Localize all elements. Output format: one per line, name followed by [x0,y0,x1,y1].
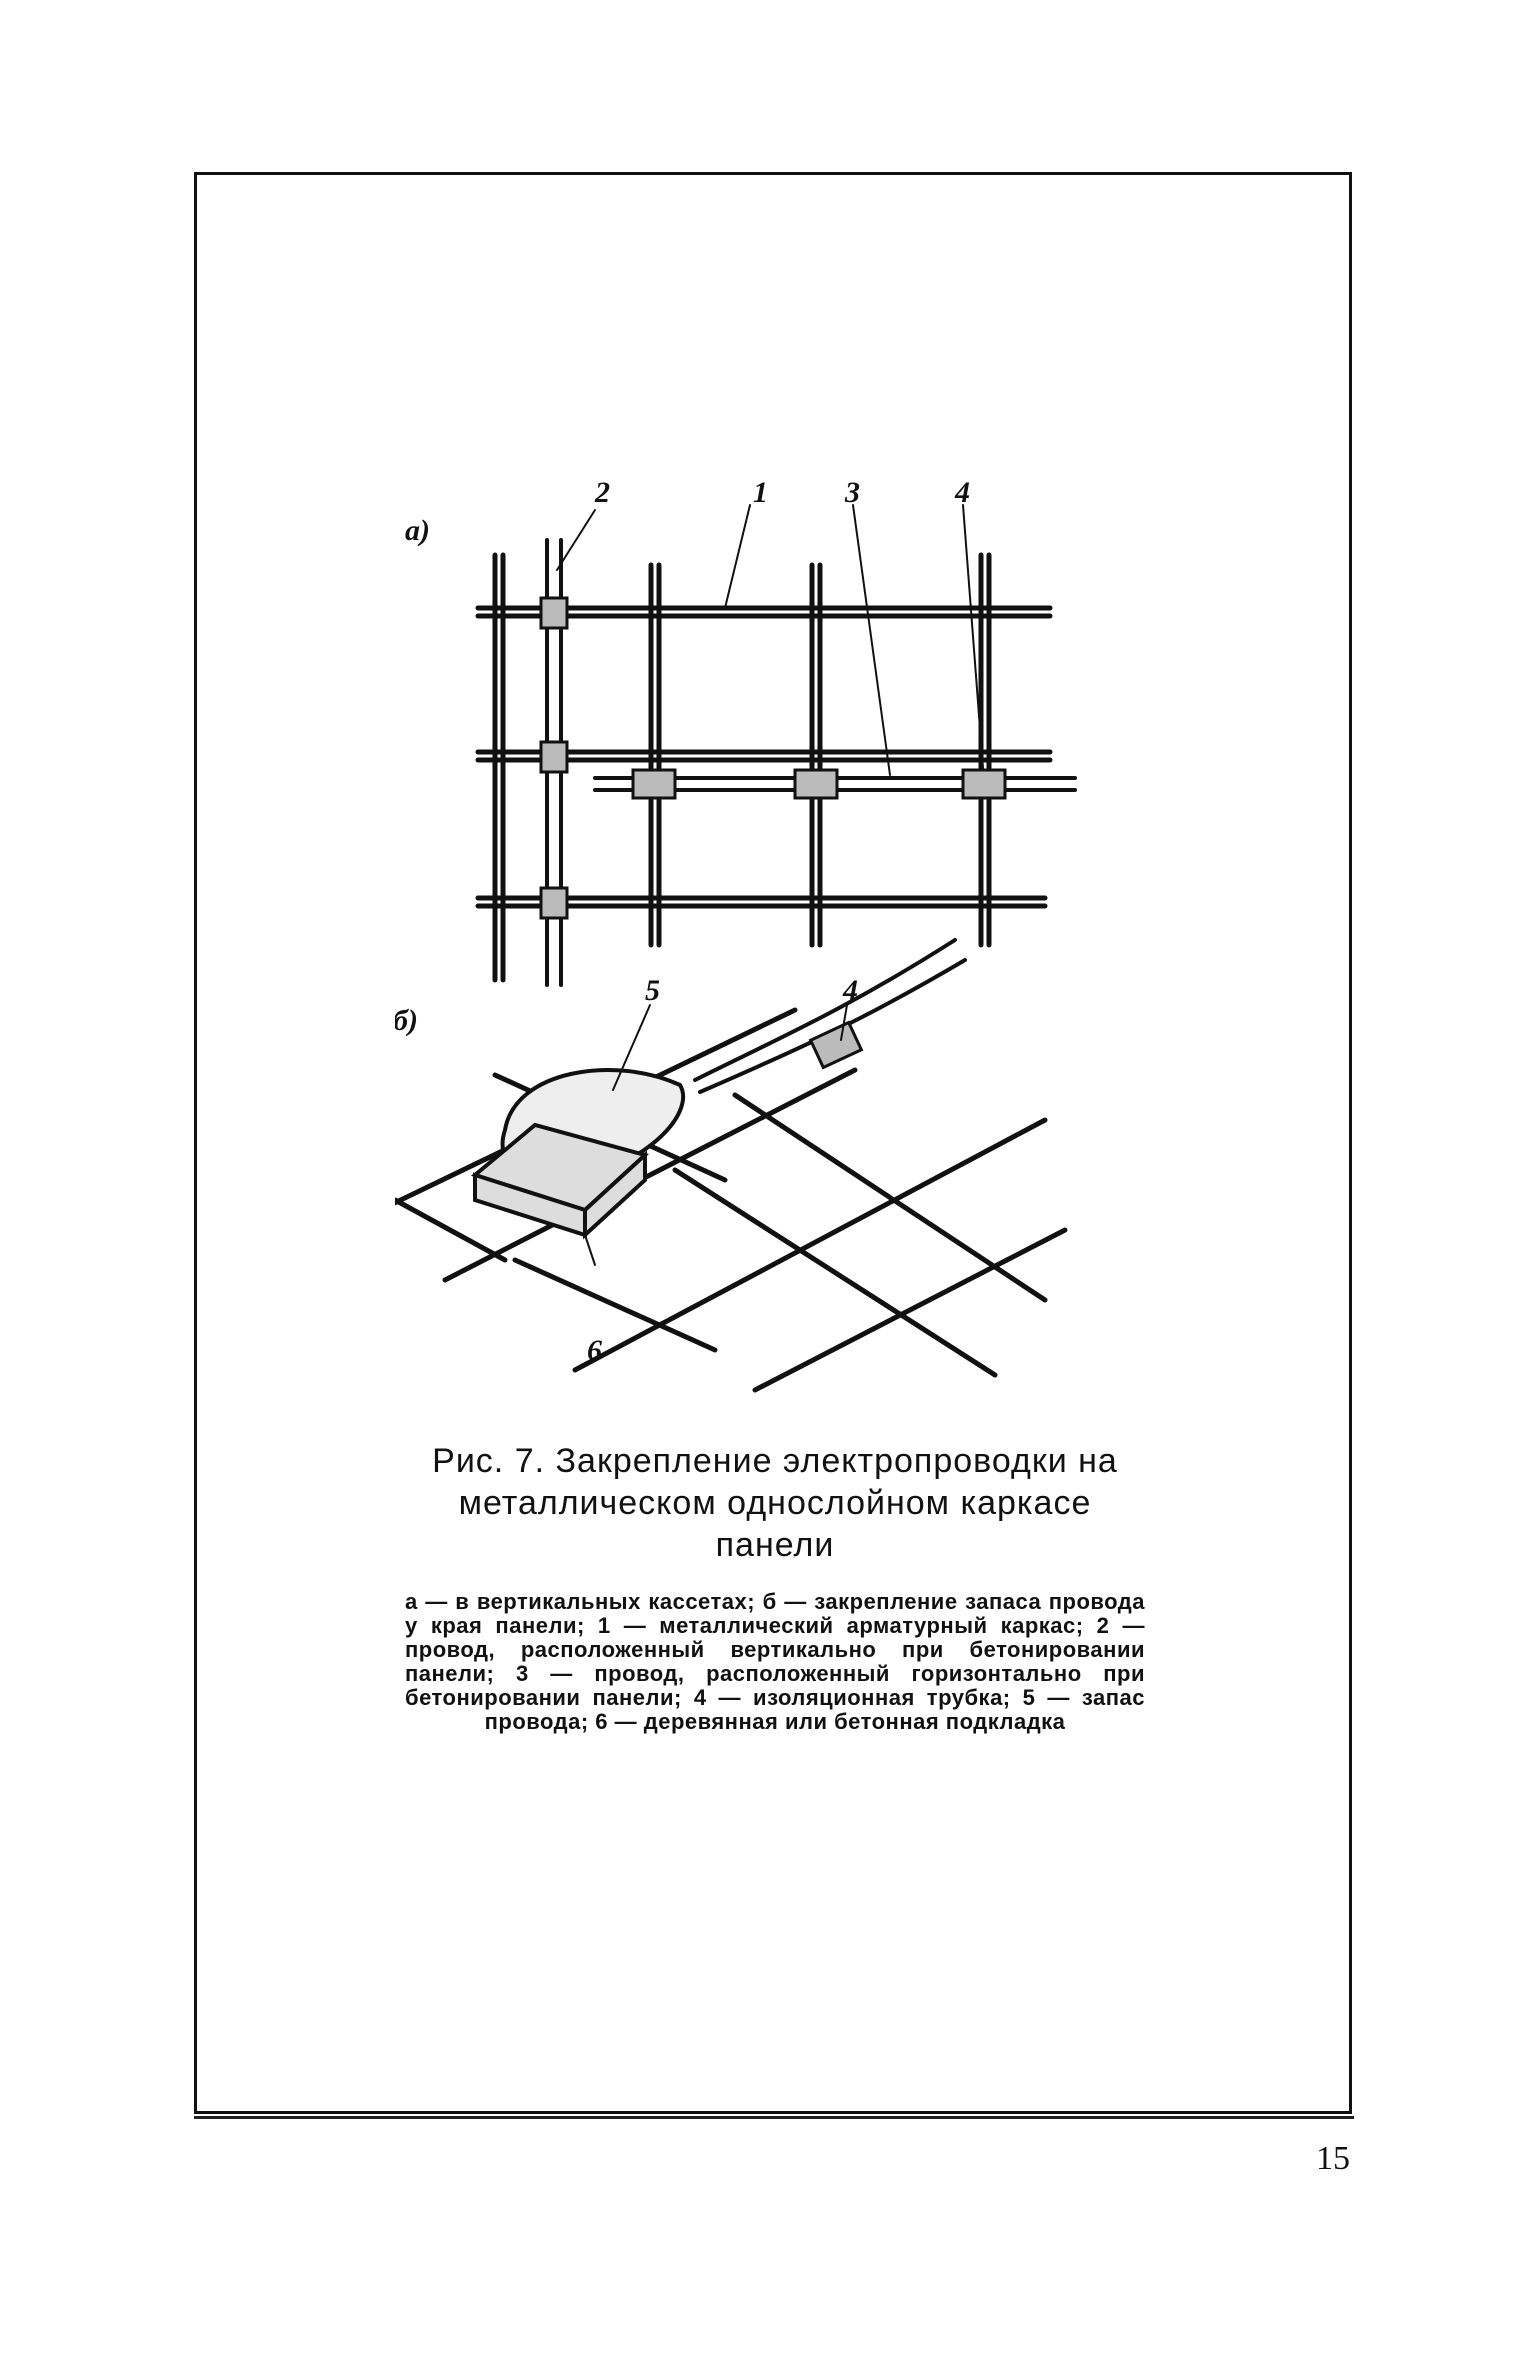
insulating-tube-b [811,1023,862,1068]
callout-3: 3 [845,476,860,509]
callout-4: 4 [955,476,970,509]
caption-title: Рис. 7. Закрепление электропроводки на металлическом однослойном каркасе панели [432,1442,1118,1564]
callout-5: 5 [645,974,660,1007]
page-number: 15 [1316,2140,1350,2177]
callout-6: 6 [587,1334,602,1367]
wire-bundle [695,940,965,1092]
callout-1: 1 [753,476,768,509]
part-a-label: а) [405,514,430,547]
callout-leaders-a [557,505,983,775]
figure-drawing [395,470,1115,1420]
caption-legend: а — в вертикальных кассетах; б — закрепление запаса провода у края панели; 1 — металлический арматурный каркас; 2 — провод, расположенный вертикально при бетонировании панели; 3 — провод, расположенный горизонтально при бетонировании панели; 4 — изоляционная трубка; 5 — запас провода; 6 — деревянная или бетонная подкладка [405,1589,1145,1734]
callout-2: 2 [595,476,610,509]
figure-7 [395,470,1115,1420]
callout-4b: 4 [843,974,858,1007]
part-b-label: б) [395,1004,418,1037]
figure-caption [405,1440,1145,1734]
frame-bottom-rule [194,2116,1354,2119]
